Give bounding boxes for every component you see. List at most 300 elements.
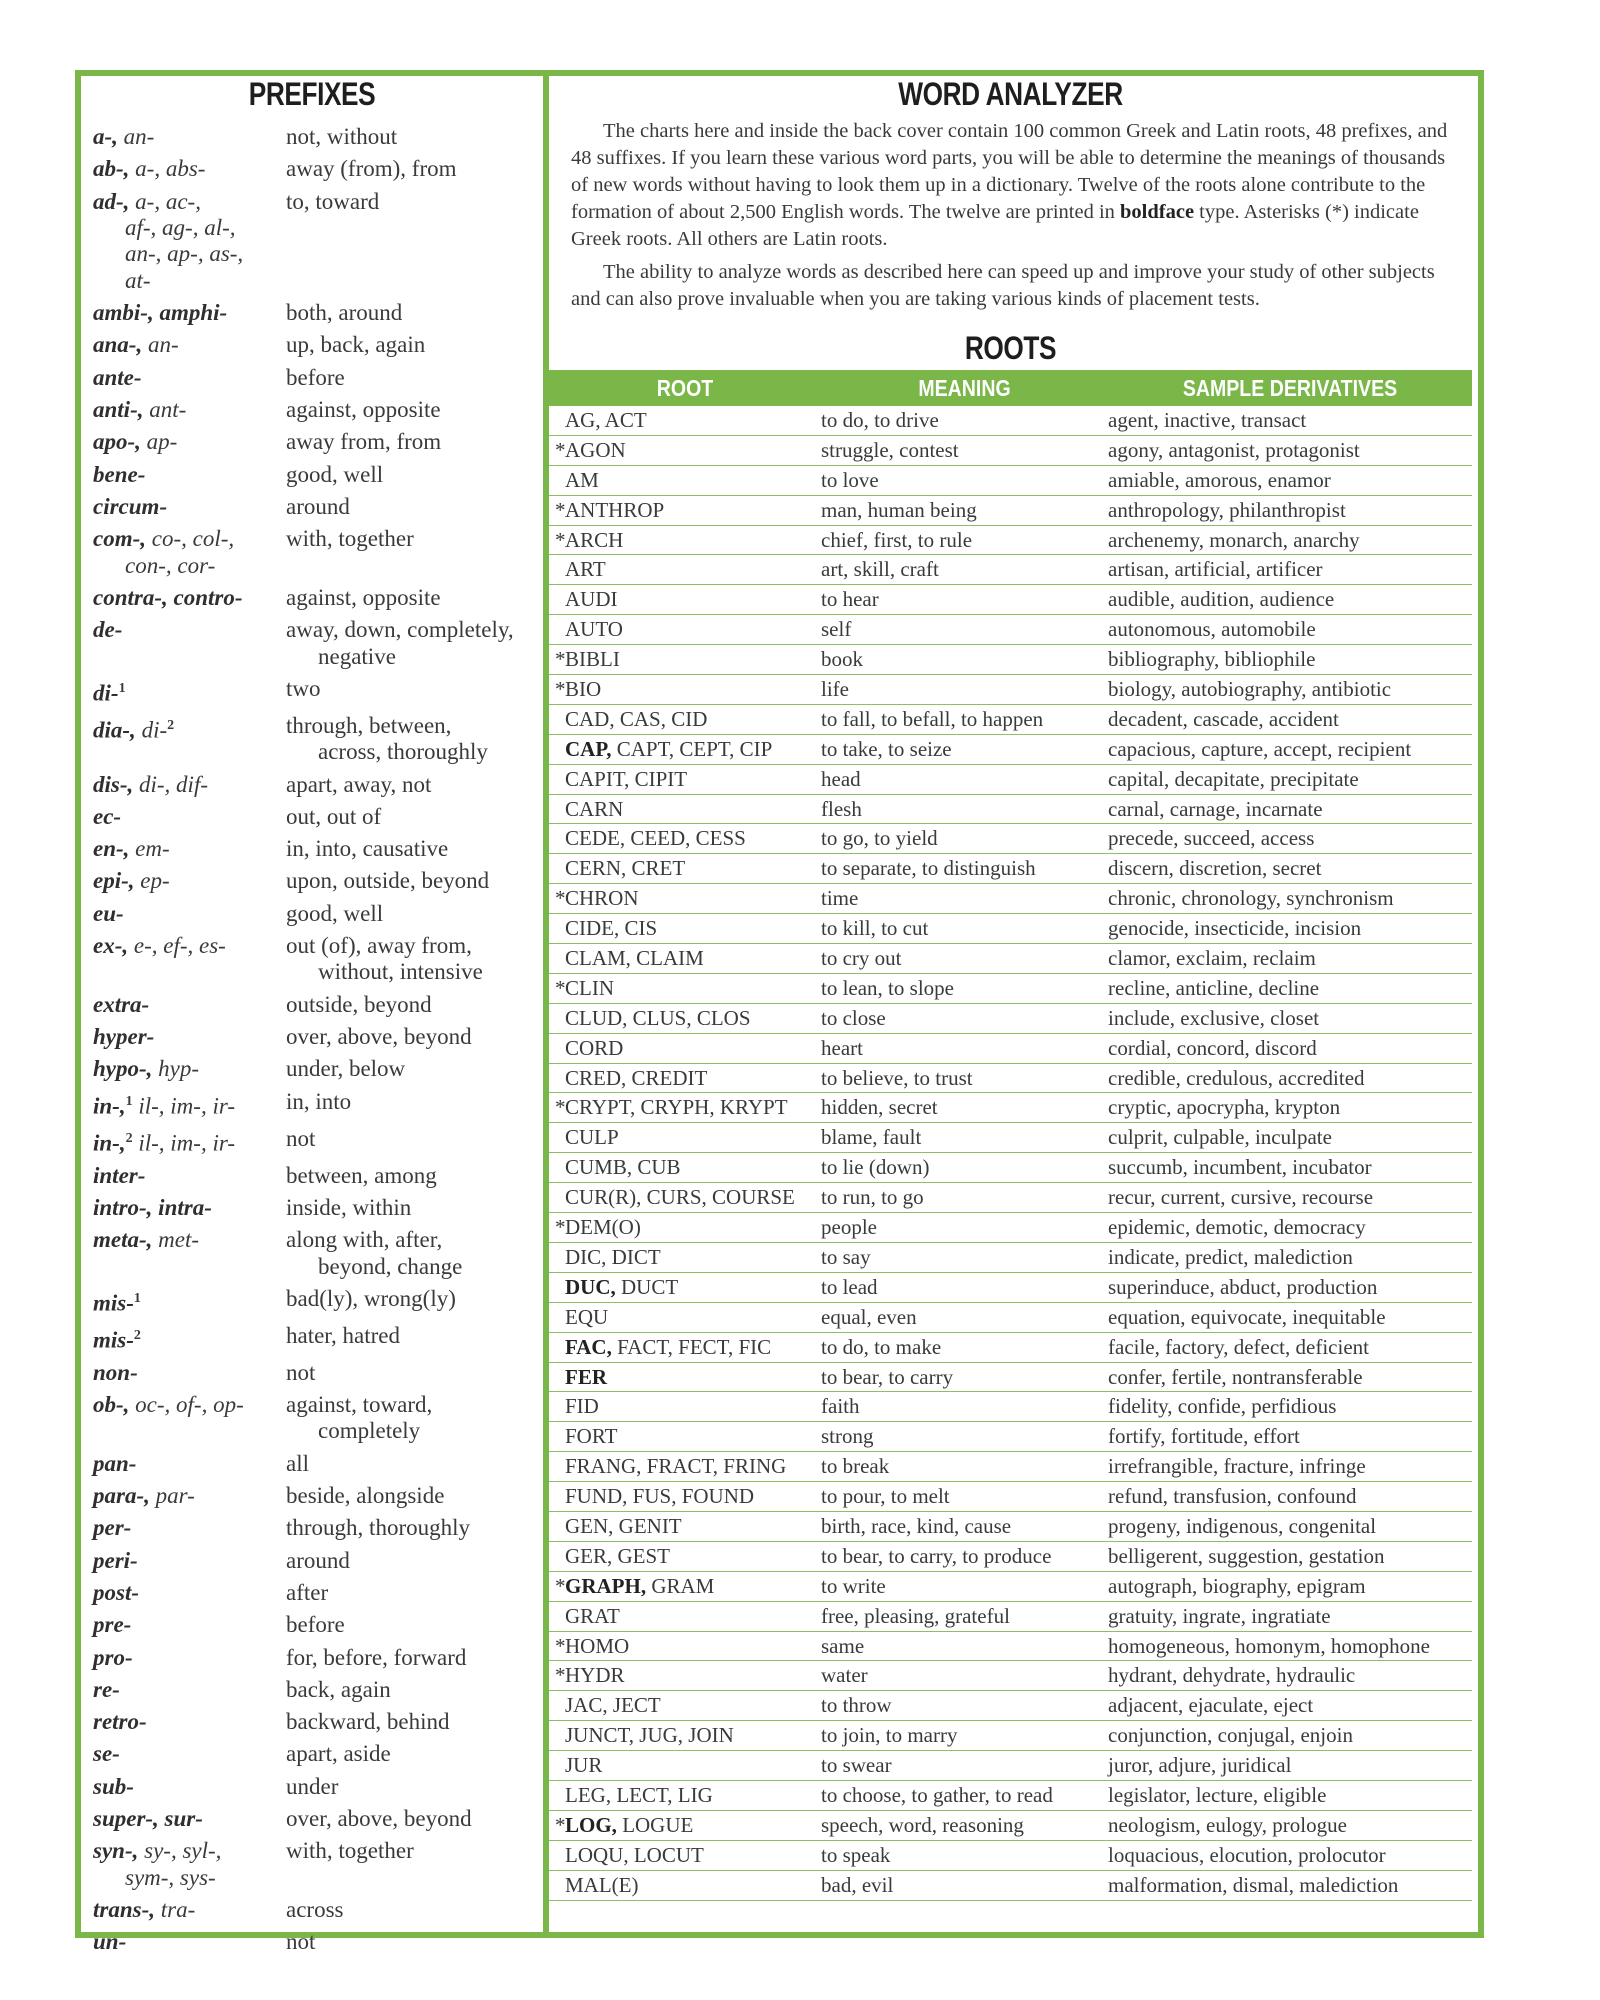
root-cell bbox=[549, 1064, 821, 1093]
root-cell bbox=[549, 884, 821, 913]
meaning-cell: to separate, to distinguish bbox=[821, 856, 1036, 881]
greek-asterisk: * bbox=[555, 497, 566, 522]
derivatives-cell: hydrant, dehydrate, hydraulic bbox=[1108, 1663, 1356, 1688]
derivatives-cell: capacious, capture, accept, recipient bbox=[1108, 736, 1412, 761]
prefix-variants: e-, ef-, es- bbox=[133, 933, 226, 959]
meaning-text: both, around bbox=[286, 300, 403, 326]
root-row bbox=[549, 1542, 1472, 1572]
meaning-text: back, again bbox=[286, 1676, 391, 1702]
root-cell bbox=[549, 615, 821, 644]
prefix-term bbox=[93, 332, 286, 358]
root-bold: GRAPH, bbox=[565, 1573, 647, 1598]
root-cell bbox=[549, 1811, 821, 1840]
root-text: CAPT, CEPT, CIP bbox=[611, 736, 773, 761]
prefix-variants: em- bbox=[135, 836, 170, 862]
prefix-main: trans-, bbox=[93, 1897, 155, 1922]
root-row bbox=[549, 1661, 1472, 1691]
meaning-text: to, toward bbox=[286, 188, 380, 214]
prefix-main: hyper- bbox=[93, 1024, 155, 1050]
superscript: 1 bbox=[125, 1093, 133, 1109]
root-text: CARN bbox=[565, 796, 624, 821]
meaning-text: over, above, beyond bbox=[286, 1806, 472, 1831]
meaning-cell: to love bbox=[821, 467, 879, 492]
prefix-term bbox=[93, 462, 286, 488]
prefix-row bbox=[93, 1548, 543, 1574]
prefix-meaning bbox=[286, 1195, 543, 1221]
meaning-text: outside, beyond bbox=[286, 991, 432, 1017]
prefix-row bbox=[93, 1741, 543, 1767]
meaning-cell: chief, first, to rule bbox=[821, 527, 973, 552]
meaning-text: in, into bbox=[286, 1088, 352, 1114]
prefix-meaning bbox=[286, 1580, 543, 1606]
meaning-text: all bbox=[286, 1450, 309, 1476]
prefix-meaning bbox=[286, 1774, 543, 1800]
meaning-cell: book bbox=[821, 647, 863, 672]
derivatives-cell: credible, credulous, accredited bbox=[1108, 1065, 1365, 1090]
prefix-row bbox=[93, 901, 543, 927]
prefix-term bbox=[93, 1483, 286, 1509]
prefix-term bbox=[93, 1580, 286, 1606]
meaning-cell: people bbox=[821, 1215, 877, 1240]
meaning-text: after bbox=[286, 1579, 329, 1605]
root-text: CERN, CRET bbox=[565, 856, 686, 881]
root-cell bbox=[549, 1183, 821, 1212]
meaning-cell: to believe, to trust bbox=[821, 1065, 973, 1090]
meaning-text: out, out of bbox=[286, 803, 382, 829]
meaning-cell: to close bbox=[821, 1005, 886, 1030]
greek-asterisk: * bbox=[555, 1215, 566, 1240]
prefix-meaning bbox=[286, 617, 543, 670]
root-cell bbox=[549, 436, 821, 465]
meaning-text: with, together bbox=[286, 1838, 414, 1864]
prefix-meaning bbox=[286, 1838, 543, 1891]
root-cell bbox=[549, 974, 821, 1003]
prefix-row bbox=[93, 1451, 543, 1477]
prefix-row bbox=[93, 772, 543, 798]
column-header-derivatives: SAMPLE DERIVATIVES bbox=[1182, 375, 1398, 401]
meaning-cell: to lie (down) bbox=[821, 1155, 930, 1180]
root-text: AG, ACT bbox=[565, 408, 647, 432]
prefix-variants: a-, abs- bbox=[135, 156, 206, 182]
prefix-term bbox=[93, 1163, 286, 1189]
derivatives-cell: irrefrangible, fracture, infringe bbox=[1108, 1454, 1366, 1479]
root-bold: FER bbox=[565, 1364, 607, 1389]
derivatives-cell: autograph, biography, epigram bbox=[1108, 1573, 1366, 1598]
prefix-main: de- bbox=[93, 617, 123, 643]
root-row bbox=[549, 1213, 1472, 1243]
intro-paragraph-2: The ability to analyze words as described here can speed up and improve your study of other subjects and can also prove invaluable when you are taking various kinds of placement tests. bbox=[571, 261, 1435, 310]
root-row bbox=[549, 496, 1472, 526]
prefix-meaning bbox=[286, 156, 543, 182]
root-row bbox=[549, 705, 1472, 735]
prefix-main: contra-, contro- bbox=[93, 584, 243, 610]
prefix-term bbox=[93, 1195, 286, 1221]
derivatives-cell: facile, factory, defect, deficient bbox=[1108, 1334, 1369, 1359]
greek-asterisk: * bbox=[555, 886, 566, 911]
root-cell bbox=[549, 555, 821, 584]
prefix-row bbox=[93, 429, 543, 455]
prefix-main: retro- bbox=[93, 1709, 147, 1735]
prefix-main: a-, bbox=[93, 124, 118, 149]
meaning-text: good, well bbox=[286, 461, 384, 487]
root-row bbox=[549, 585, 1472, 615]
derivatives-cell: chronic, chronology, synchronism bbox=[1108, 886, 1394, 911]
root-text: ANTHROP bbox=[565, 497, 665, 522]
root-bold: LOG, bbox=[565, 1812, 617, 1837]
derivatives-cell: anthropology, philanthropist bbox=[1108, 497, 1346, 522]
prefix-row bbox=[93, 1709, 543, 1735]
root-cell bbox=[549, 1213, 821, 1242]
prefix-term bbox=[93, 429, 286, 455]
meaning-text: around bbox=[286, 493, 350, 519]
root-cell bbox=[549, 1871, 821, 1900]
meaning-text: along with, after, bbox=[286, 1227, 443, 1253]
derivatives-cell: progeny, indigenous, congenital bbox=[1108, 1513, 1377, 1538]
root-text: FORT bbox=[565, 1424, 618, 1449]
prefix-term bbox=[93, 1897, 286, 1923]
root-text: GEN, GENIT bbox=[565, 1513, 682, 1538]
prefix-main: ana-, bbox=[93, 332, 143, 358]
prefix-main: hypo-, bbox=[93, 1056, 153, 1082]
prefix-term bbox=[93, 526, 286, 579]
root-row bbox=[549, 1572, 1472, 1602]
root-cell bbox=[549, 1721, 821, 1750]
root-row bbox=[549, 645, 1472, 675]
prefix-variants: an- bbox=[147, 332, 179, 358]
derivatives-cell: amiable, amorous, enamor bbox=[1108, 467, 1331, 492]
meaning-text: apart, away, not bbox=[286, 771, 432, 797]
prefix-row bbox=[93, 365, 543, 391]
root-cell bbox=[549, 1512, 821, 1541]
meaning-text-cont: negative bbox=[318, 643, 396, 669]
prefix-meaning bbox=[286, 429, 543, 455]
meaning-cell: faith bbox=[821, 1394, 860, 1419]
prefix-meaning bbox=[286, 836, 543, 862]
prefix-term bbox=[93, 1709, 286, 1735]
prefix-row bbox=[93, 868, 543, 894]
prefix-main: ante- bbox=[93, 364, 142, 390]
prefix-meaning bbox=[286, 1323, 543, 1354]
meaning-text: apart, aside bbox=[286, 1741, 391, 1767]
root-text: DIC, DICT bbox=[565, 1244, 661, 1269]
root-cell bbox=[549, 1392, 821, 1421]
prefix-row bbox=[93, 1774, 543, 1800]
meaning-cell: man, human being bbox=[821, 497, 977, 522]
prefix-variants-cont: at- bbox=[125, 267, 151, 293]
prefix-term bbox=[93, 1741, 286, 1767]
root-text: GRAM bbox=[646, 1573, 715, 1598]
prefix-main: pre- bbox=[93, 1612, 132, 1638]
greek-asterisk: * bbox=[555, 1573, 566, 1598]
prefix-main: syn-, bbox=[93, 1838, 139, 1864]
prefix-meaning bbox=[286, 1024, 543, 1050]
root-row bbox=[549, 1781, 1472, 1811]
root-cell bbox=[549, 1751, 821, 1780]
prefix-main: intro-, intra- bbox=[93, 1194, 212, 1220]
derivatives-cell: epidemic, demotic, democracy bbox=[1108, 1215, 1366, 1240]
meaning-text: not bbox=[286, 1125, 316, 1151]
derivatives-cell: agent, inactive, transact bbox=[1108, 408, 1307, 432]
prefix-variants: a-, ac-, bbox=[135, 188, 201, 214]
prefix-row bbox=[93, 1227, 543, 1280]
root-text: CLAM, CLAIM bbox=[565, 946, 704, 971]
derivatives-cell: loquacious, elocution, prolocutor bbox=[1108, 1842, 1386, 1867]
root-row bbox=[549, 824, 1472, 854]
meaning-cell: to kill, to cut bbox=[821, 916, 929, 941]
prefix-meaning bbox=[286, 1089, 543, 1120]
roots-table-header bbox=[549, 370, 1472, 406]
greek-asterisk: * bbox=[555, 1095, 566, 1120]
root-cell bbox=[549, 795, 821, 824]
prefix-main: super-, sur- bbox=[93, 1806, 203, 1831]
root-text: LEG, LECT, LIG bbox=[565, 1782, 713, 1807]
prefix-meaning bbox=[286, 124, 543, 150]
root-row bbox=[549, 1691, 1472, 1721]
prefix-row bbox=[93, 1163, 543, 1189]
derivatives-cell: cordial, concord, discord bbox=[1108, 1035, 1317, 1060]
root-text: CUMB, CUB bbox=[565, 1155, 681, 1180]
prefix-row bbox=[93, 1360, 543, 1386]
root-text: LOQU, LOCUT bbox=[565, 1842, 704, 1867]
prefix-row bbox=[93, 1897, 543, 1923]
prefix-variants: par- bbox=[155, 1483, 195, 1509]
root-cell bbox=[549, 496, 821, 525]
derivatives-cell: conjunction, conjugal, enjoin bbox=[1108, 1723, 1353, 1748]
column-header-root: ROOT bbox=[656, 375, 714, 401]
root-row bbox=[549, 526, 1472, 556]
prefixes-list bbox=[93, 124, 543, 1962]
meaning-text: under, below bbox=[286, 1056, 406, 1082]
root-row bbox=[549, 1363, 1472, 1393]
root-cell bbox=[549, 585, 821, 614]
derivatives-cell: malformation, dismal, malediction bbox=[1108, 1872, 1399, 1897]
root-row bbox=[549, 1841, 1472, 1871]
meaning-cell: free, pleasing, grateful bbox=[821, 1603, 1010, 1628]
prefix-meaning bbox=[286, 868, 543, 894]
derivatives-cell: agony, antagonist, protagonist bbox=[1108, 437, 1360, 462]
meaning-cell: head bbox=[821, 766, 861, 791]
superscript: 1 bbox=[133, 1290, 141, 1306]
prefix-main: epi-, bbox=[93, 868, 135, 894]
derivatives-cell: archenemy, monarch, anarchy bbox=[1108, 527, 1360, 552]
root-text: CULP bbox=[565, 1125, 619, 1150]
prefix-term bbox=[93, 1838, 286, 1891]
prefix-meaning bbox=[286, 772, 543, 798]
root-cell bbox=[549, 1153, 821, 1182]
root-row bbox=[549, 765, 1472, 795]
root-text: HYDR bbox=[565, 1663, 625, 1688]
prefix-term bbox=[93, 1286, 286, 1317]
meaning-text: through, between, bbox=[286, 712, 452, 738]
root-cell bbox=[549, 854, 821, 883]
derivatives-cell: equation, equivocate, inequitable bbox=[1108, 1304, 1386, 1329]
prefix-row bbox=[93, 1024, 543, 1050]
root-text: FACT, FECT, FIC bbox=[611, 1334, 772, 1359]
prefix-main: ob-, bbox=[93, 1392, 130, 1418]
prefix-row bbox=[93, 713, 543, 766]
prefix-meaning bbox=[286, 1897, 543, 1923]
prefix-row bbox=[93, 585, 543, 611]
prefix-main: post- bbox=[93, 1579, 139, 1605]
prefix-term bbox=[93, 901, 286, 927]
prefix-term bbox=[93, 189, 286, 295]
meaning-cell: hidden, secret bbox=[821, 1095, 938, 1120]
prefix-meaning bbox=[286, 462, 543, 488]
root-row bbox=[549, 1452, 1472, 1482]
derivatives-cell: fidelity, confide, perfidious bbox=[1108, 1394, 1337, 1419]
meaning-cell: to do, to make bbox=[821, 1334, 942, 1359]
root-row bbox=[549, 1512, 1472, 1542]
prefix-term bbox=[93, 617, 286, 670]
intro-text-part: The charts here and inside the back cover contain 100 common Greek and Latin roots, 48 prefixes, and 48 suffixes. If you learn these various word parts, you will be able to determine the meanings of thousands of new words without having to look them up in a dictionary. Twelve of the roots alone contribute to the formation of about 2,500 English words. The twelve are printed in bbox=[571, 120, 1448, 223]
root-cell bbox=[549, 735, 821, 764]
prefix-main: eu- bbox=[93, 900, 124, 926]
prefix-variants: ap- bbox=[146, 429, 178, 455]
roots-table-body bbox=[549, 406, 1472, 1901]
root-row bbox=[549, 555, 1472, 585]
prefix-meaning bbox=[286, 1677, 543, 1703]
root-row bbox=[549, 1632, 1472, 1662]
prefix-row bbox=[93, 1126, 543, 1157]
root-cell bbox=[549, 914, 821, 943]
root-cell bbox=[549, 466, 821, 495]
meaning-cell: to lead bbox=[821, 1274, 878, 1299]
prefix-term bbox=[93, 156, 286, 182]
root-text: FRANG, FRACT, FRING bbox=[565, 1454, 787, 1479]
prefix-main: in-, bbox=[93, 1130, 126, 1156]
meaning-cell: to pour, to melt bbox=[821, 1484, 950, 1509]
derivatives-cell: succumb, incumbent, incubator bbox=[1108, 1155, 1372, 1180]
meaning-cell: speech, word, reasoning bbox=[821, 1812, 1024, 1837]
prefix-row bbox=[93, 1515, 543, 1541]
prefix-variants: di-, dif- bbox=[139, 771, 208, 797]
prefix-main: inter- bbox=[93, 1162, 146, 1188]
root-cell bbox=[549, 526, 821, 555]
meaning-text: under bbox=[286, 1773, 339, 1799]
meaning-cell: to join, to marry bbox=[821, 1723, 958, 1748]
derivatives-cell: homogeneous, homonym, homophone bbox=[1108, 1633, 1430, 1658]
derivatives-cell: superinduce, abduct, production bbox=[1108, 1274, 1378, 1299]
meaning-cell: to throw bbox=[821, 1693, 892, 1718]
meaning-cell: struggle, contest bbox=[821, 437, 959, 462]
prefix-row bbox=[93, 804, 543, 830]
prefix-main: meta-, bbox=[93, 1227, 153, 1253]
prefixes-panel bbox=[81, 76, 543, 1955]
greek-asterisk: * bbox=[555, 1663, 566, 1688]
meaning-cell: strong bbox=[821, 1424, 874, 1449]
prefix-meaning bbox=[286, 1548, 543, 1574]
meaning-text: against, opposite bbox=[286, 584, 441, 610]
root-cell bbox=[549, 1572, 821, 1601]
derivatives-cell: artisan, artificial, artificer bbox=[1108, 557, 1323, 582]
prefix-row bbox=[93, 494, 543, 520]
meaning-cell: to say bbox=[821, 1244, 871, 1269]
root-row bbox=[549, 675, 1472, 705]
root-row bbox=[549, 944, 1472, 974]
root-row bbox=[549, 436, 1472, 466]
root-text: JUNCT, JUG, JOIN bbox=[565, 1723, 734, 1748]
meaning-text: against, opposite bbox=[286, 397, 441, 422]
prefix-row bbox=[93, 1089, 543, 1120]
root-row bbox=[549, 1811, 1472, 1841]
derivatives-cell: audible, audition, audience bbox=[1108, 587, 1335, 612]
root-row bbox=[549, 884, 1472, 914]
prefix-main: com-, bbox=[93, 526, 147, 552]
prefix-term bbox=[93, 1451, 286, 1477]
derivatives-cell: confer, fertile, nontransferable bbox=[1108, 1364, 1363, 1389]
root-text: CLUD, CLUS, CLOS bbox=[565, 1005, 751, 1030]
word-analyzer-title: WORD ANALYZER bbox=[898, 76, 1123, 112]
prefix-meaning bbox=[286, 526, 543, 579]
root-text: AUTO bbox=[565, 617, 623, 642]
root-row bbox=[549, 1333, 1472, 1363]
meaning-text: around bbox=[286, 1547, 350, 1573]
prefix-variants: ep- bbox=[140, 868, 170, 894]
prefix-meaning bbox=[286, 1645, 543, 1671]
prefix-main: ambi-, amphi- bbox=[93, 300, 228, 326]
meaning-cell: to choose, to gather, to read bbox=[821, 1782, 1053, 1807]
root-cell bbox=[549, 1632, 821, 1661]
meaning-cell: time bbox=[821, 886, 859, 911]
meaning-text: across bbox=[286, 1897, 344, 1922]
root-cell bbox=[549, 1781, 821, 1810]
root-cell bbox=[549, 1452, 821, 1481]
prefix-term bbox=[93, 1515, 286, 1541]
root-cell bbox=[549, 1303, 821, 1332]
derivatives-cell: recur, current, cursive, recourse bbox=[1108, 1185, 1374, 1210]
root-text: CUR(R), CURS, COURSE bbox=[565, 1185, 795, 1210]
prefix-term bbox=[93, 585, 286, 611]
roots-title: ROOTS bbox=[964, 330, 1057, 366]
root-cell bbox=[549, 645, 821, 674]
meaning-text: bad(ly), wrong(ly) bbox=[286, 1285, 456, 1311]
root-cell bbox=[549, 1363, 821, 1392]
meaning-text-cont: completely bbox=[318, 1418, 421, 1444]
root-row bbox=[549, 466, 1472, 496]
prefix-term bbox=[93, 124, 286, 150]
prefix-term bbox=[93, 868, 286, 894]
prefix-variants: met- bbox=[158, 1227, 200, 1253]
derivatives-cell: gratuity, ingrate, ingratiate bbox=[1108, 1603, 1331, 1628]
meaning-cell: to do, to drive bbox=[821, 408, 939, 432]
prefix-meaning bbox=[286, 1612, 543, 1638]
prefix-term bbox=[93, 365, 286, 391]
prefix-row bbox=[93, 1286, 543, 1317]
prefix-main: pan- bbox=[93, 1450, 137, 1476]
prefix-meaning bbox=[286, 804, 543, 830]
meaning-cell: to swear bbox=[821, 1753, 892, 1778]
root-cell bbox=[549, 1482, 821, 1511]
root-text: AGON bbox=[565, 437, 626, 462]
root-row bbox=[549, 1153, 1472, 1183]
prefix-variants-cont: sym-, sys- bbox=[125, 1864, 216, 1890]
root-bold: CAP, bbox=[565, 736, 612, 761]
prefix-variants: an- bbox=[123, 124, 155, 149]
meaning-text: inside, within bbox=[286, 1194, 412, 1220]
prefix-meaning bbox=[286, 1163, 543, 1189]
prefix-term bbox=[93, 1126, 286, 1157]
prefix-term bbox=[93, 1548, 286, 1574]
derivatives-cell: culprit, culpable, inculpate bbox=[1108, 1125, 1332, 1150]
root-row bbox=[549, 1183, 1472, 1213]
meaning-cell: to bear, to carry, to produce bbox=[821, 1543, 1052, 1568]
prefix-meaning bbox=[286, 1227, 543, 1280]
root-row bbox=[549, 735, 1472, 765]
prefix-meaning bbox=[286, 901, 543, 927]
root-text: CHRON bbox=[565, 886, 639, 911]
prefix-meaning bbox=[286, 1056, 543, 1082]
root-row bbox=[549, 1303, 1472, 1333]
